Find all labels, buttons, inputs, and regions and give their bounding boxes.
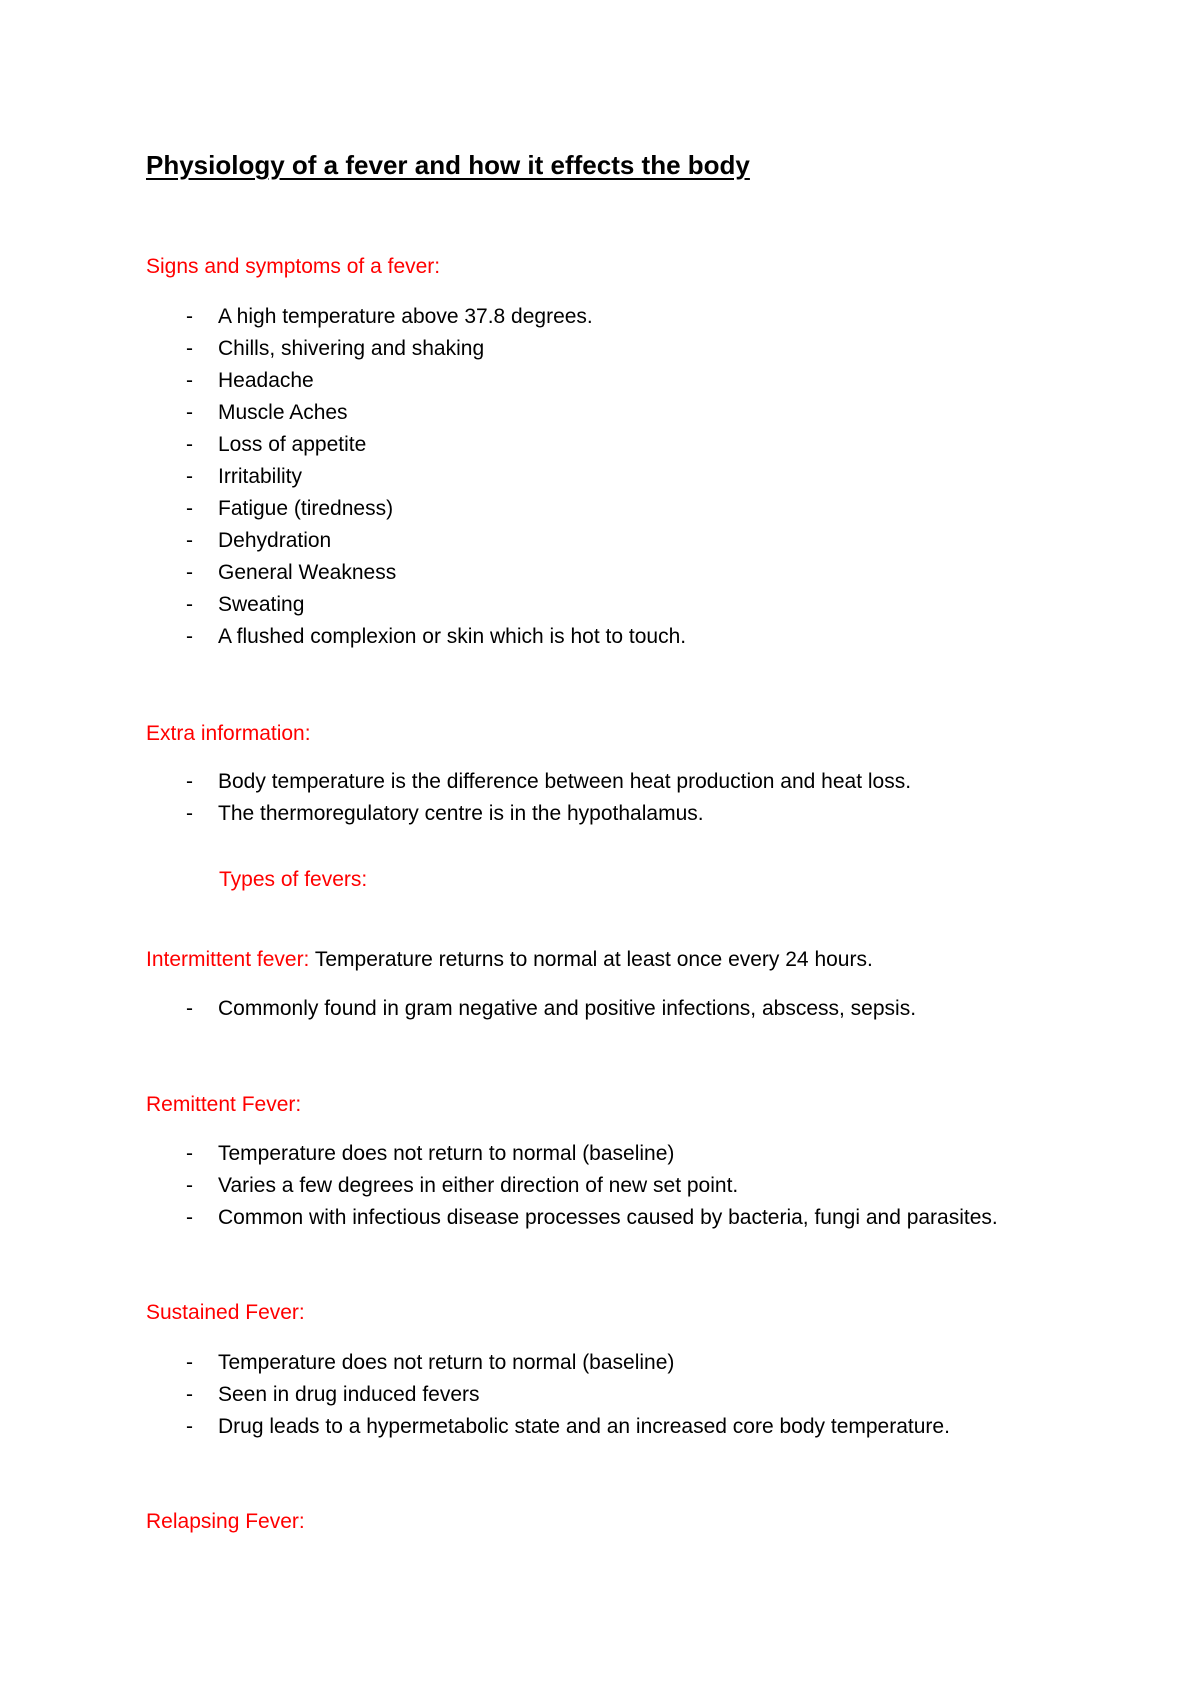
list-item-text: Temperature does not return to normal (baseline)	[218, 1142, 675, 1165]
list-item-text: Drug leads to a hypermetabolic state and an increased core body temperature.	[218, 1415, 950, 1438]
bullet-dash: -	[186, 1415, 193, 1438]
bullet-dash: -	[186, 465, 193, 488]
bullet-dash: -	[186, 305, 193, 328]
list-item	[186, 621, 686, 653]
list-item-text: Common with infectious disease processes caused by bacteria, fungi and parasites.	[218, 1206, 998, 1229]
bullet-dash: -	[186, 1206, 193, 1229]
sustained-list	[186, 1347, 950, 1443]
bullet-dash: -	[186, 433, 193, 456]
list-item-text: Temperature does not return to normal (baseline)	[218, 1351, 675, 1374]
list-item-text: Dehydration	[218, 529, 332, 552]
bullet-dash: -	[186, 561, 193, 584]
list-item	[186, 589, 686, 621]
bullet-dash: -	[186, 1351, 193, 1374]
list-item-text: General Weakness	[218, 561, 397, 584]
list-item-text: A high temperature above 37.8 degrees.	[218, 305, 593, 328]
remittent-list	[186, 1138, 998, 1234]
intermittent-text: Temperature returns to normal at least once every 24 hours.	[309, 948, 873, 971]
extra-list	[186, 766, 911, 830]
list-item	[186, 493, 686, 525]
list-item-text: The thermoregulatory centre is in the hypothalamus.	[218, 802, 704, 825]
relapsing-heading: Relapsing Fever:	[146, 1510, 305, 1533]
list-item	[186, 1347, 950, 1379]
list-item-text: Body temperature is the difference between heat production and heat loss.	[218, 770, 912, 793]
bullet-dash: -	[186, 1174, 193, 1197]
list-item-text: Irritability	[218, 465, 303, 488]
signs-list	[186, 301, 686, 653]
signs-heading: Signs and symptoms of a fever:	[146, 255, 441, 278]
list-item	[186, 397, 686, 429]
list-item	[186, 429, 686, 461]
list-item	[186, 798, 911, 830]
list-item-text: A flushed complexion or skin which is hot to touch.	[218, 625, 687, 648]
list-item	[186, 557, 686, 589]
list-item	[186, 993, 916, 1025]
list-item	[186, 333, 686, 365]
list-item	[186, 1138, 998, 1170]
bullet-dash: -	[186, 401, 193, 424]
bullet-dash: -	[186, 497, 193, 520]
list-item	[186, 1379, 950, 1411]
bullet-dash: -	[186, 1383, 193, 1406]
bullet-dash: -	[186, 1142, 193, 1165]
list-item	[186, 365, 686, 397]
list-item-text: Fatigue (tiredness)	[218, 497, 394, 520]
list-item-text: Headache	[218, 369, 314, 392]
intermittent-paragraph	[146, 948, 873, 972]
bullet-dash: -	[186, 369, 193, 392]
list-item-text: Loss of appetite	[218, 433, 367, 456]
extra-heading: Extra information:	[146, 722, 311, 745]
sustained-heading: Sustained Fever:	[146, 1301, 305, 1324]
intermittent-list	[186, 993, 916, 1025]
list-item-text: Seen in drug induced fevers	[218, 1383, 480, 1406]
list-item	[186, 1411, 950, 1443]
bullet-dash: -	[186, 625, 193, 648]
list-item-text: Chills, shivering and shaking	[218, 337, 485, 360]
list-item	[186, 301, 686, 333]
list-item-text: Varies a few degrees in either direction of new set point.	[218, 1174, 739, 1197]
bullet-dash: -	[186, 337, 193, 360]
bullet-dash: -	[186, 770, 193, 793]
list-item-text: Muscle Aches	[218, 401, 348, 424]
list-item	[186, 1202, 998, 1234]
list-item	[186, 766, 911, 798]
list-item-text: Sweating	[218, 593, 305, 616]
list-item	[186, 461, 686, 493]
bullet-dash: -	[186, 802, 193, 825]
bullet-dash: -	[186, 529, 193, 552]
list-item	[186, 525, 686, 557]
list-item-text: Commonly found in gram negative and positive infections, abscess, sepsis.	[218, 997, 917, 1020]
intermittent-heading: Intermittent fever:	[146, 948, 310, 971]
document-title: Physiology of a fever and how it effects the body	[146, 150, 750, 180]
bullet-dash: -	[186, 997, 193, 1020]
remittent-heading: Remittent Fever:	[146, 1093, 302, 1116]
list-item	[186, 1170, 998, 1202]
types-heading: Types of fevers:	[219, 868, 368, 891]
bullet-dash: -	[186, 593, 193, 616]
